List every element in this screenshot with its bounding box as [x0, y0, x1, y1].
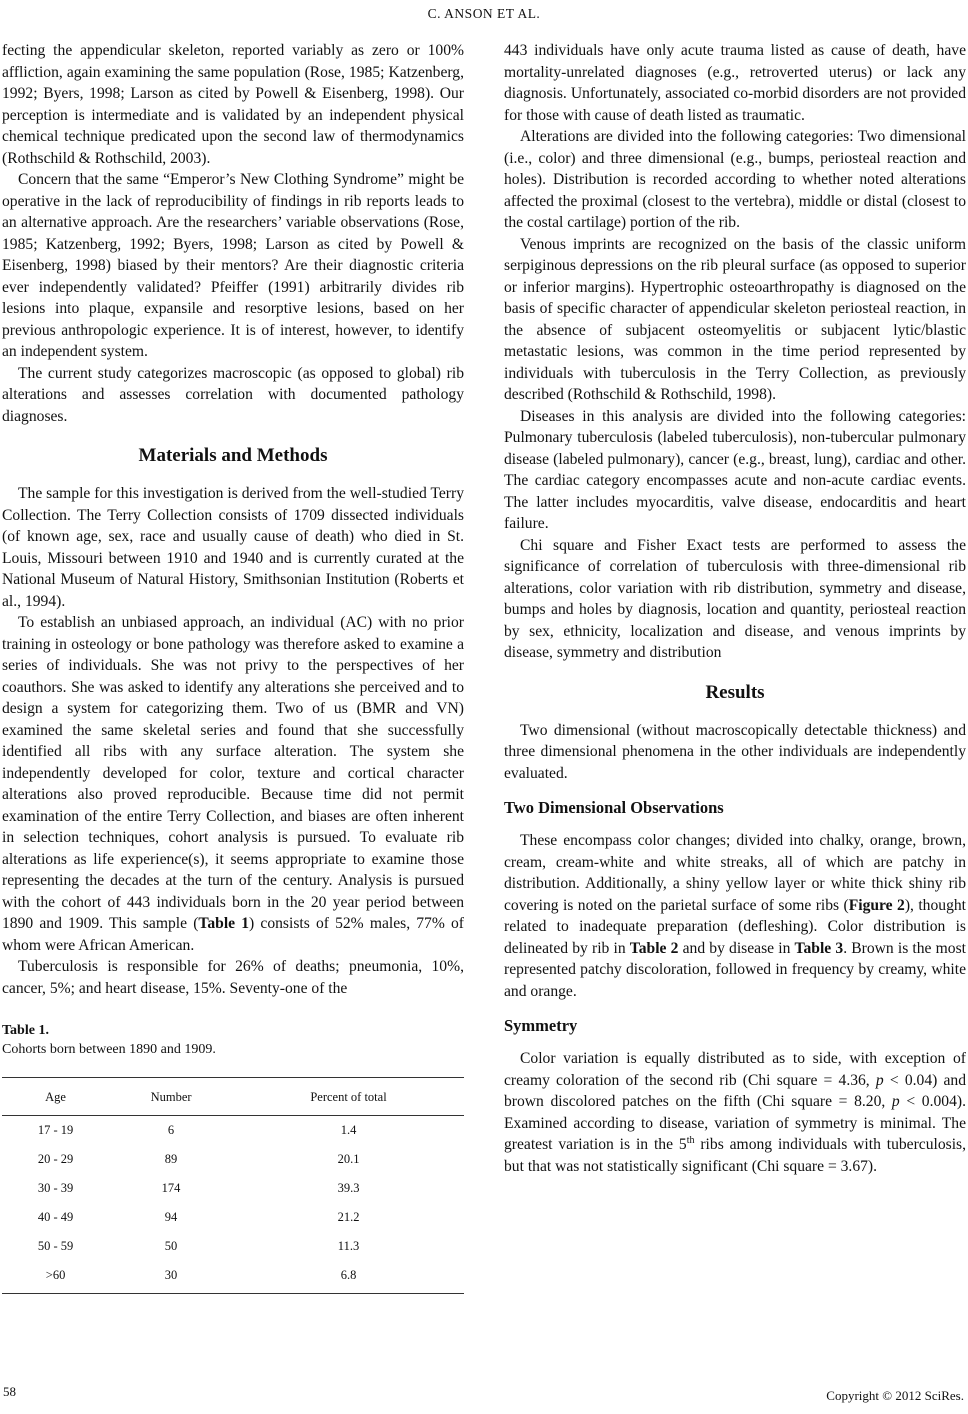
text-run: These encompass color changes; divided into chalky, orange, brown, cream, cream-white and white streaks, all of which are patchy in distribution. Additionally, a shiny yellow layer or white thick shiny rib covering is noted on the parietal surface of some ribs ( [504, 832, 966, 914]
table-row [2, 1203, 464, 1232]
paragraph: Chi square and Fisher Exact tests are performed to assess the significance of correlation of tuberculosis with three-dimensional rib alterations, color variation with rib distribution, symmetry and disease, bumps and holes by diagnosis, location and quantity, periosteal reaction by sex, ethnicity, localization and disease, and venous imprints by disease, symmetry and distribution [504, 536, 966, 661]
text-run: < 0.004). Examined according to disease, variation of symmetry is minimal. The greatest variation is in the 5 [504, 1093, 966, 1153]
table-row [2, 1261, 464, 1294]
table-cell: 17 - 19 [37, 1123, 74, 1137]
page-number: 58 [3, 1384, 16, 1399]
table-row [2, 1232, 464, 1261]
text-run: . Brown is the most represented patchy discoloration, followed in frequency by creamy, white and orange. [504, 939, 966, 1000]
table-cell: >60 [2, 1261, 109, 1294]
table-cell: 6 [167, 1123, 175, 1137]
paragraph: The sample for this investigation is derived from the well-studied Terry Collection. The Terry Collection consists of 1709 dissected individuals (of known age, sex, race and usually cause of death) who died in St. Louis, Missouri between 1910 and 1940 and is currently curated at the National Museum of Natural History, Smithsonian Institution (Roberts et al., 1994). [2, 485, 464, 610]
table-cell: 39.3 [337, 1181, 360, 1195]
right-column [504, 40, 966, 1177]
paragraph: Two dimensional (without macroscopically detectable thickness) and three dimensional phenomena in the other individuals are independently evaluated. [504, 721, 966, 782]
paragraph: Diseases in this analysis are divided into the following categories: Pulmonary tuberculosis (labeled tuberculosis), non-tubercular pulmonary disease (labeled pulmonary), cancer (e.g., breast, lung), cardiac and other. The cardiac category encompasses acute and non-acute cardiac events. The latter includes myocarditis, valve disease, endocarditis and heart failure. [504, 407, 966, 532]
italic-p: p [891, 1093, 900, 1110]
paragraph: Venous imprints are recognized on the basis of the classic uniform serpiginous depressions on the rib pleural surface (as opposed to superior or inferior margins). Hypertrophic osteoarthropathy is diagnosed on the basis of specific character of appendicular skeleton periosteal reaction, in the absence of subjacent osteomyelitis or subjacent lytic/blastic metastatic lesions, was common in the time period represented by individuals with tuberculosis in the Terry Collection, as previously described (Rothschild & Rothschild, 1998). [504, 235, 966, 403]
table-cell: 174 [161, 1181, 181, 1195]
table-cell: 50 - 59 [37, 1239, 74, 1253]
section-heading-methods: Materials and Methods [138, 445, 328, 466]
superscript: th [686, 1134, 695, 1146]
table-row [2, 1174, 464, 1203]
table-cell: 30 [109, 1261, 233, 1294]
table-cell: 21.2 [337, 1210, 360, 1224]
figure-reference: Figure 2 [848, 896, 905, 914]
italic-p: p [875, 1071, 884, 1089]
column-header: Number [109, 1078, 233, 1116]
table-caption [2, 1021, 464, 1059]
table-cell: 1.4 [340, 1123, 357, 1137]
table-row [2, 1145, 464, 1174]
table-cell: 20.1 [337, 1152, 360, 1166]
paragraph: Tuberculosis is responsible for 26% of deaths; pneumonia, 10%, cancer, 5%; and heart disease, 15%. Seventy-one of the [2, 958, 464, 997]
column-header: Percent of total [233, 1078, 464, 1116]
paragraph: fecting the appendicular skeleton, reported variably as zero or 100% affliction, again examining the same population (Rose, 1985; Katzenberg, 1992; Byers, 1998; Larson as cited by Powell & Eisenberg, 1998). Our perception is intermediate and is validated by an independent physical chemical technique predicated upon the second law of thermodynamics (Rothschild & Rothschild, 2003). [2, 42, 464, 167]
table-cell: 40 - 49 [37, 1210, 74, 1224]
left-column [2, 40, 464, 1294]
paragraph: Concern that the same “Emperor’s New Clothing Syndrome” might be operative in the lack of reproducibility of findings in rib reports leads to an alternative approach. Are the researchers’ variable observations (Rose, 1985; Katzenberg, 1992; Byers, 1998; Larson as cited by Powell & Eisenberg, 1998) biased by their mentors? Are their diagnostic criteria ever independently validated? Pfeiffer (1991) arbitrarily divides rib lesions into plaque, expansile and resorptive lesions, based on her previous anthropologic experience. It is of interest, however, to identify an independent system. [2, 171, 464, 360]
table-cell: 94 [164, 1210, 178, 1224]
table-cell: 11.3 [337, 1239, 360, 1253]
subsection-heading-two-dimensional: Two Dimensional Observations [504, 798, 724, 817]
table-reference: Table 3 [794, 939, 844, 957]
paragraph [2, 612, 464, 956]
table-1 [2, 1077, 464, 1294]
paragraph: Alterations are divided into the following categories: Two dimensional (i.e., color) and three dimensional (e.g., bumps, periosteal reaction and holes). Distribution is recorded according to whether noted alterations affected the proximal (closest to the vertebra), middle or distal (closest to the costal cartilage) portion of the rib. [504, 128, 966, 231]
table-cell: 50 [164, 1239, 178, 1253]
table-row [2, 1116, 464, 1146]
copyright-notice: Copyright © 2012 SciRes. [826, 1388, 964, 1403]
table-caption-text: Cohorts born between 1890 and 1909. [2, 1042, 216, 1057]
text-run: ), thought related to inadequate preparation (defleshing). Color distribution is delineated by rib in [504, 896, 966, 957]
text-run: ribs among individuals with tuberculosis, but that was not statistically significant (Chi square = 3.67). [504, 1136, 967, 1175]
text-run: Color variation is equally distributed as to side, with exception of creamy coloration of the second rib (Chi square = 4.36, [504, 1050, 966, 1089]
table-cell: 20 - 29 [37, 1152, 74, 1166]
column-header: Age [2, 1078, 109, 1116]
table-reference: Table 2 [629, 939, 679, 957]
paragraph [504, 1048, 966, 1177]
section-heading-results: Results [705, 681, 765, 703]
table-label: Table 1. [2, 1023, 49, 1038]
text-run: and by disease in [678, 939, 795, 957]
table-cell: 6.8 [233, 1261, 464, 1294]
table-cell: 30 - 39 [37, 1181, 74, 1195]
text-run: To establish an unbiased approach, an individual (AC) with no prior training in osteology or bone pathology was therefore asked to examine a series of individuals. She was not privy to the perspectives of her coauthors. She was asked to identify any alterations she perceived and to design a system for categorizing them. Two of us (BMR and VN) examined the same skeletal series and found that she successfully identified all ribs with any surface alteration. The system she independently developed for color, texture and cortical character alterations also proved reproducible. Because time did not permit examination of the entire Terry Collection, and biases are often inherent in selection techniques, cohort analysis is pursued. To evaluate rib alterations as life experience(s), it seems appropriate to examine those representing the decades at the turn of the century. Analysis is pursued with the cohort of 443 individuals born in the 20 year period between 1890 and 1909. This sample ( [2, 614, 464, 932]
running-head: C. ANSON ET AL. [427, 6, 541, 21]
paragraph [504, 830, 966, 1002]
subsection-heading-symmetry: Symmetry [504, 1016, 578, 1035]
paragraph: The current study categorizes macroscopic (as opposed to global) rib alterations and assesses correlation with documented pathology diagnoses. [2, 364, 464, 425]
text-run: ) consists of 52% males, 77% of whom were African American. [2, 915, 464, 954]
table-reference: Table 1 [198, 915, 250, 932]
table-header-row [2, 1078, 464, 1116]
paragraph: 443 individuals have only acute trauma listed as cause of death, have mortality-unrelated diagnoses (e.g., retroverted uterus) or lack any diagnosis. Unfortunately, associated co-morbid disorders are not provided for those with cause of death listed as traumatic. [504, 42, 966, 124]
text-run: < 0.04) and brown discolored patches on the fifth (Chi square = 8.20, [504, 1071, 966, 1110]
table-cell: 89 [164, 1152, 178, 1166]
